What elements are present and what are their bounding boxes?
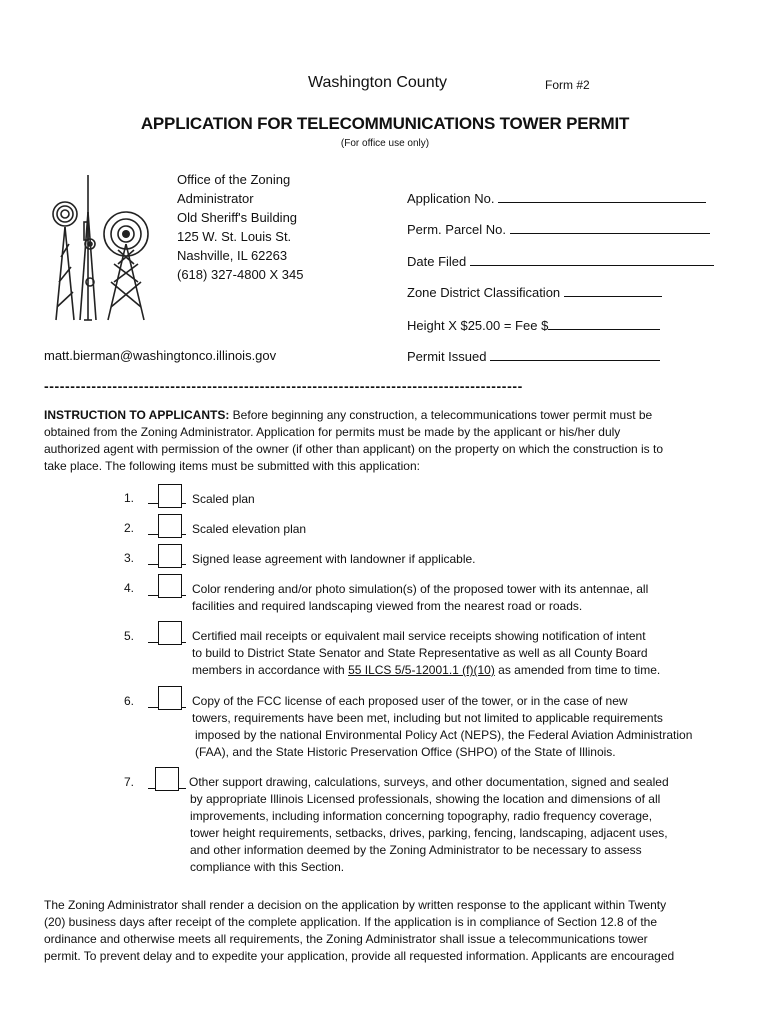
page-title: APPLICATION FOR TELECOMMUNICATIONS TOWER PERMIT [140,114,630,133]
application-no-field[interactable]: Application No. [407,190,706,206]
office-line: Office of the Zoning [177,172,291,187]
date-filed-field[interactable]: Date Filed [407,253,714,269]
instructions-label: INSTRUCTION TO APPLICANTS: [44,408,230,422]
item-text: Scaled plan [192,492,255,506]
item-number: 5. [124,629,135,643]
item-number: 7. [124,775,135,789]
closing-paragraph: The Zoning Administrator shall render a decision on the application by written response to the applicant within Twenty (20) business days after receipt of the complete application. If the application is in compliance of Section 12.8 of the ordinance and otherwise meets all requirements, the Zoning Administrator shall issue a telecommunications tower permit. To prevent delay and to expedite your application, provide all requested information. Applicants are encouraged [44,898,675,963]
item-checkbox[interactable] [158,484,182,508]
office-line: Old Sheriff's Building [177,210,298,225]
item-checkbox[interactable] [158,574,182,598]
item-text: Scaled elevation plan [192,522,307,536]
office-line: 125 W. St. Louis St. [177,229,292,244]
office-address [177,170,303,284]
office-email: matt.bierman@washingtonco.illinois.gov [44,348,277,363]
item-checkbox[interactable] [158,686,182,710]
item-checkbox[interactable] [158,544,182,568]
form-number: Form #2 [545,78,590,92]
item-checkbox[interactable] [158,621,182,645]
item-checkbox[interactable] [155,767,179,791]
office-line: Administrator [177,191,254,206]
zone-classification-field[interactable]: Zone District Classification [407,284,662,300]
item-number: 2. [124,521,135,535]
item-text: Color rendering and/or photo simulation(s) of the proposed tower with its antennae, all facilities and required landscaping viewed from the nearest road or roads. [192,582,649,613]
office-line: Nashville, IL 62263 [177,248,288,263]
height-fee-field[interactable]: Height X $25.00 = Fee $ [407,317,660,333]
item-text: Signed lease agreement with landowner if applicable. [192,552,476,566]
item-number: 6. [124,694,135,708]
item-text: Other support drawing, calculations, surveys, and other documentation, signed and sealed by appropriate Illinois Licensed professionals, showing the location and dimensions of all improvements, including information concerning topography, radio frequency coverage, tower height requirements, setbacks, drives, parking, fencing, landscaping, adjacent uses, and other information deemed by the Zoning Administrator to be necessary to assess compliance with this Section. [189,775,669,874]
item-checkbox[interactable] [158,514,182,538]
statute-link[interactable]: 55 ILCS 5/5-12001.1 (f)(10) [348,663,495,677]
permit-issued-field[interactable]: Permit Issued [407,348,660,364]
item-number: 4. [124,581,135,595]
item-text: Certified mail receipts or equivalent mail service receipts showing notification of intent to build to District State Senator and State Representative as well as all County Board members in accordance with 55 ILCS 5/5-12001.1 (f)(10) as amended from time to time. [192,629,661,677]
section-divider: ------------------------------------------------------------------------------------------- [44,378,523,394]
instructions-paragraph: INSTRUCTION TO APPLICANTS: Before beginning any construction, a telecommunications tower permit must be obtained from the Zoning Administrator. Application for permits must be made by the applicant or his/her duly authorized agent with permission of the owner (if other than applicant) on the property on which the construction is to take place. The following items must be submitted with this application: [44,408,664,473]
parcel-no-field[interactable]: Perm. Parcel No. [407,221,710,237]
item-number: 3. [124,551,135,565]
item-number: 1. [124,491,135,505]
page-subtitle: (For office use only) [340,138,430,149]
item-text: Copy of the FCC license of each proposed user of the tower, or in the case of new towers, requirements have been met, including but not limited to applicable requirements imposed by the national Environmental Policy Act (NEPS), the Federal Aviation Administration (FAA), and the State Historic Preservation Office (SHPO) of the State of Illinois. [192,694,693,759]
county-name: Washington County [308,74,448,91]
office-line: (618) 327-4800 X 345 [177,267,304,282]
tower-logo-icon [48,172,158,324]
